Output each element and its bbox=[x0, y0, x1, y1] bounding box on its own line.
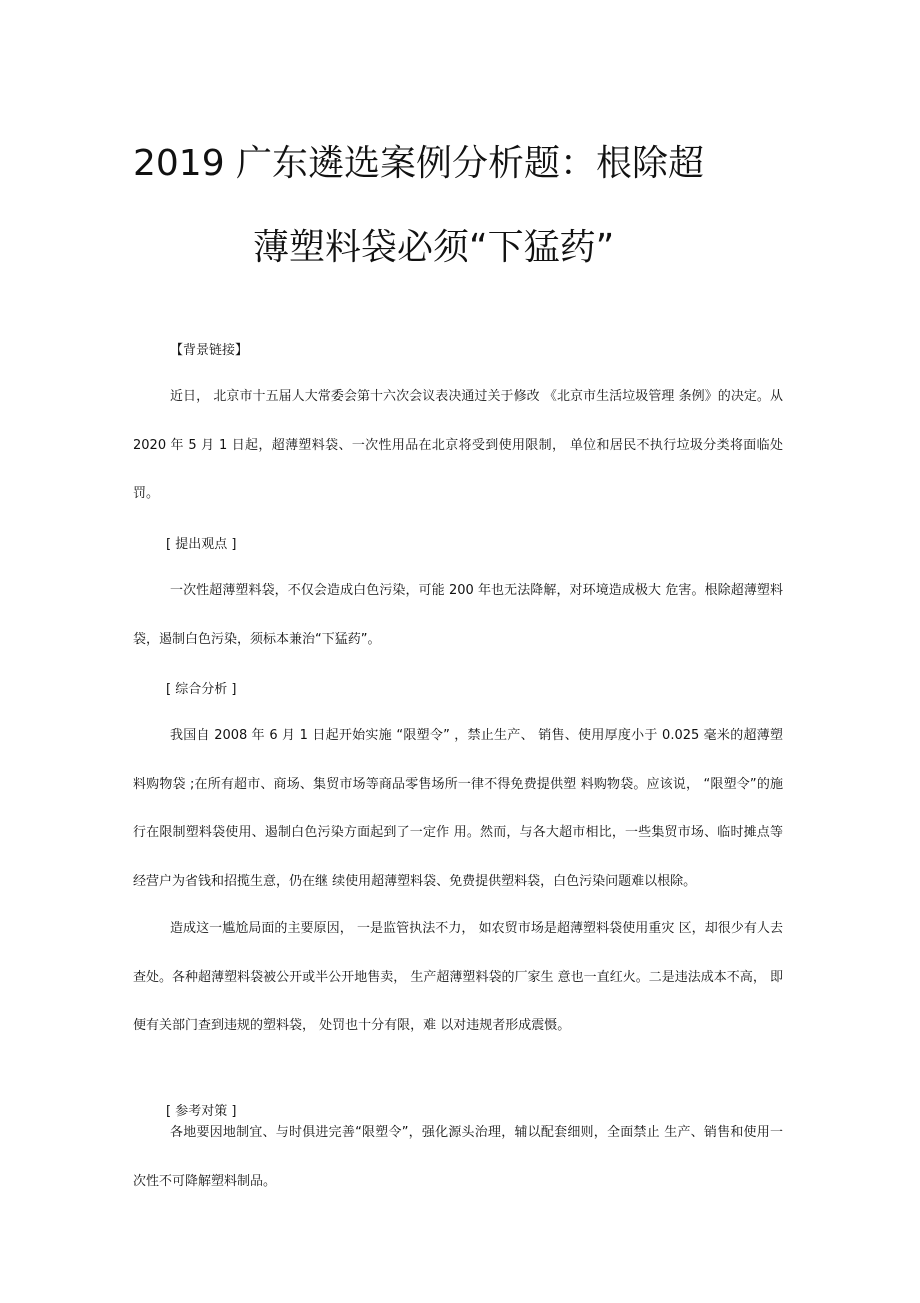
paragraph-background: 近日， 北京市十五届人大常委会第十六次会议表决通过关于修改 《北京市生活垃圾管理 条例》的决定。从 2020 年 5 月 1 日起，超薄塑料袋、一次性用品在北京将受到使用限制， 单位和居民不执行垃圾分类将面临处罚。 bbox=[133, 389, 783, 501]
paragraph-analysis-1: 我国自 2008 年 6 月 1 日起开始实施 “限塑令” ，禁止生产、 销售、使用厚度小于 0.025 毫米的超薄塑料购物袋 ;在所有超市、商场、集贸市场等商品零售场所一律不得免费提供塑 料购物袋。应该说， “限塑令”的施行在限制塑料袋使用、遏制白色污染方面起到了一定作 用。然而，与各大超市相比，一些集贸市场、临时摊点等经营户为省钱和招揽生意，仍在继 续使用超薄塑料袋、免费提供塑料袋，白色污染问题难以根除。 bbox=[133, 728, 783, 889]
paragraph-countermeasures: 各地要因地制宜、与时俱进完善“限塑令”，强化源头治理，辅以配套细则，全面禁止 生产、销售和使用一次性不可降解塑料制品。 bbox=[133, 1125, 783, 1189]
section-heading-viewpoint: [ 提出观点 ] bbox=[166, 537, 237, 552]
paragraph-viewpoint: 一次性超薄塑料袋，不仅会造成白色污染，可能 200 年也无法降解，对环境造成极大 危害。根除超薄塑料袋，遏制白色污染，须标本兼治“下猛药”。 bbox=[133, 583, 783, 647]
document-title-line-2: 薄塑料袋必须“下猛药” bbox=[253, 227, 615, 268]
paragraph-analysis-2: 造成这一尴尬局面的主要原因， 一是监管执法不力， 如农贸市场是超薄塑料袋使用重灾 区，却很少有人去查处。各种超薄塑料袋被公开或半公开地售卖， 生产超薄塑料袋的厂家生 意也一直红火。二是违法成本不高， 即便有关部门查到违规的塑料袋， 处罚也十分有限，难 以对违规者形成震慑。 bbox=[133, 921, 783, 1033]
section-heading-background: 【背景链接】 bbox=[170, 343, 249, 358]
section-heading-analysis: [ 综合分析 ] bbox=[166, 682, 237, 697]
section-heading-countermeasures: [ 参考对策 ] bbox=[166, 1104, 237, 1119]
document-title-line-1: 2019 广东遴选案例分析题：根除超 bbox=[133, 143, 705, 184]
